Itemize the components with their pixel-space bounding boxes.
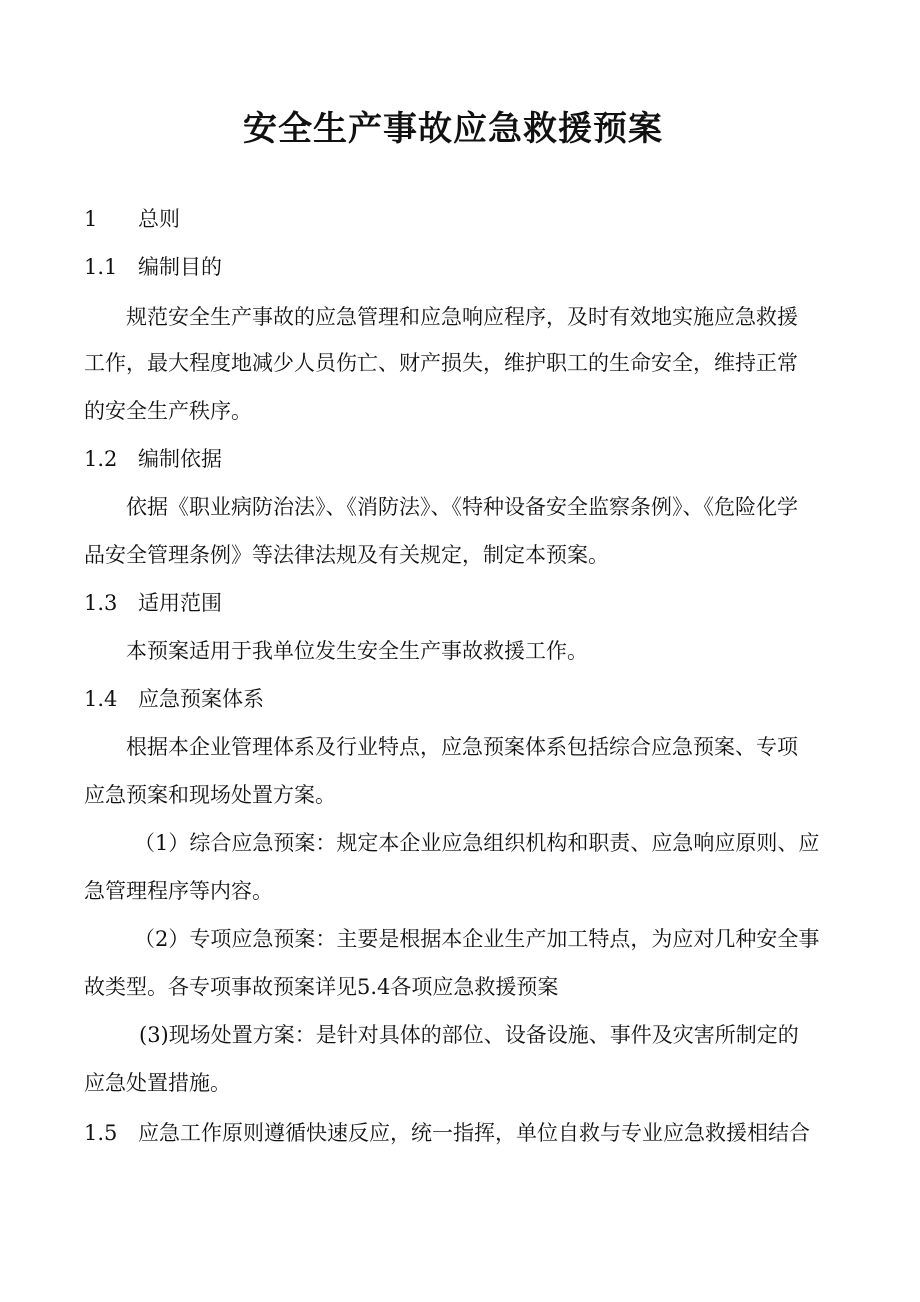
paragraph-line: 工作，最大程度地减少人员伤亡、财产损失，维护职工的生命安全，维持正常 <box>84 351 798 375</box>
list-item-line: (3)现场处置方案：是针对具体的部位、设备设施、事件及灾害所制定的 <box>139 1023 799 1047</box>
section-label: 总则 <box>138 207 180 231</box>
section-label: 应急工作原则遵循快速反应，统一指挥，单位自救与专业应急救援相结合 <box>138 1121 810 1145</box>
paragraph-line: 规范安全生产事故的应急管理和应急响应程序，及时有效地实施应急救援 <box>126 305 798 329</box>
section-heading-1-4 <box>84 684 844 714</box>
list-item-line: 故类型。各专项事故预案详见5.4各项应急救援预案 <box>84 975 559 999</box>
list-item-line: 急管理程序等内容。 <box>84 879 273 903</box>
paragraph-line: 的安全生产秩序。 <box>84 399 252 423</box>
paragraph-line: 依据《职业病防治法》、《消防法》、《特种设备安全监察条例》、《危险化学 <box>126 495 798 519</box>
section-number: 1 <box>84 207 98 231</box>
list-item-line: （1）综合应急预案：规定本企业应急组织机构和职责、应急响应原则、应 <box>134 831 820 855</box>
paragraph-line: 根据本企业管理体系及行业特点，应急预案体系包括综合应急预案、专项 <box>126 735 798 759</box>
section-number: 1.4 <box>84 687 118 711</box>
section-number: 1.3 <box>84 591 118 615</box>
list-item-line: 应急处置措施。 <box>84 1071 231 1095</box>
section-label: 适用范围 <box>138 591 222 615</box>
section-label: 编制目的 <box>138 255 222 279</box>
section-heading-1-1 <box>84 252 844 282</box>
section-label: 应急预案体系 <box>138 687 264 711</box>
section-heading-1-2 <box>84 444 844 474</box>
section-heading-1 <box>84 204 844 234</box>
section-label: 编制依据 <box>138 447 222 471</box>
section-number: 1.5 <box>84 1121 118 1145</box>
section-number: 1.2 <box>84 447 118 471</box>
section-heading-1-5 <box>84 1118 844 1148</box>
section-number: 1.1 <box>84 255 118 279</box>
document-title: 安全生产事故应急救援预案 <box>243 109 663 149</box>
paragraph-line: 品安全管理条例》等法律法规及有关规定，制定本预案。 <box>84 543 609 567</box>
section-heading-1-3 <box>84 588 844 618</box>
paragraph-line: 应急预案和现场处置方案。 <box>84 783 336 807</box>
list-item-line: （2）专项应急预案：主要是根据本企业生产加工特点，为应对几种安全事 <box>134 927 820 951</box>
paragraph-line: 本预案适用于我单位发生安全生产事故救援工作。 <box>126 639 588 663</box>
